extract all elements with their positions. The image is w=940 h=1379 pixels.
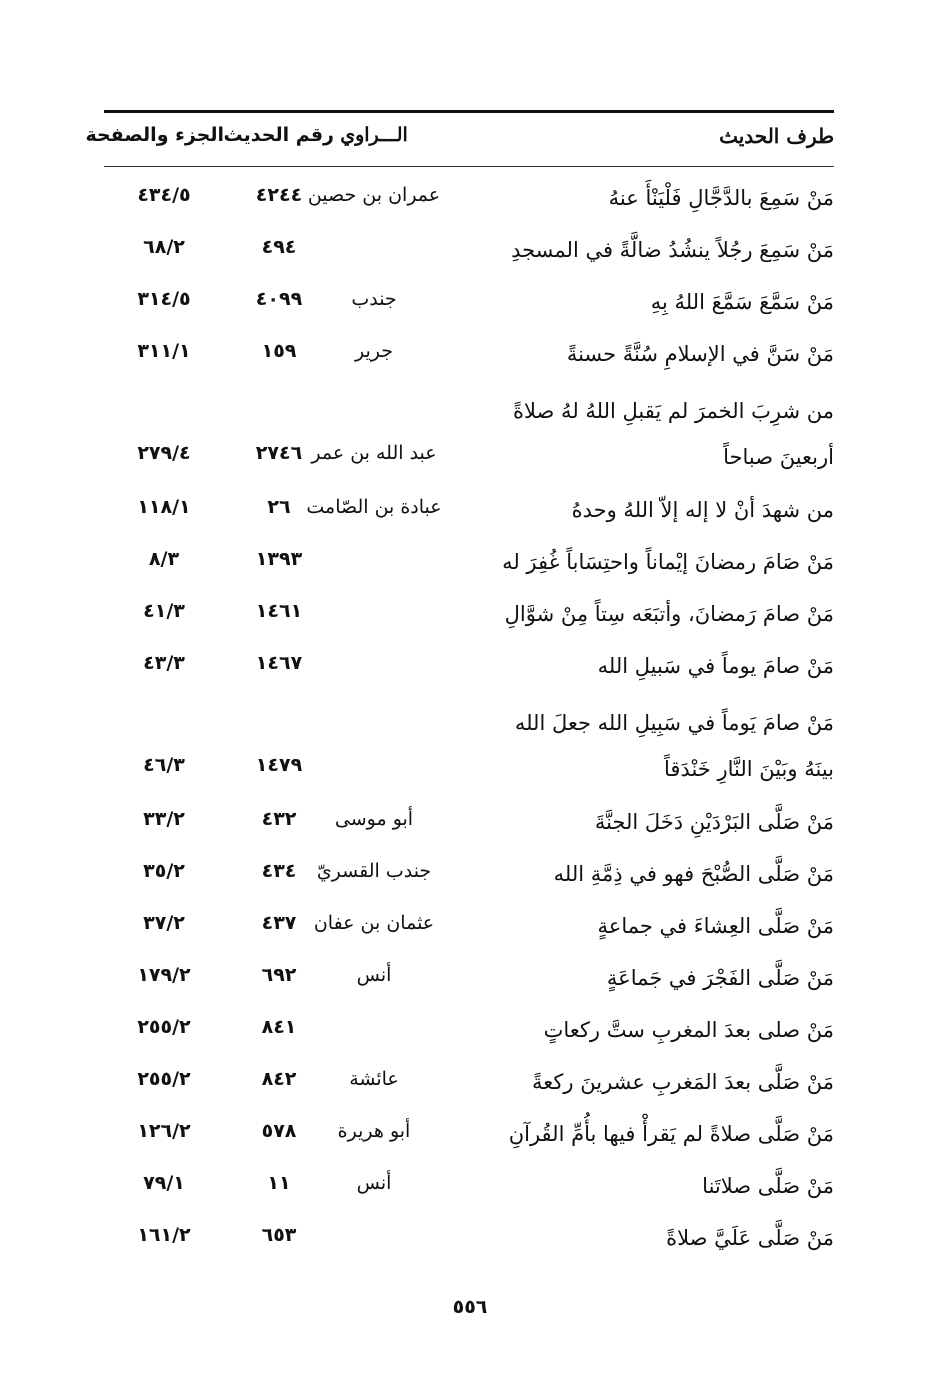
row-hadith-number: ٢٦ — [267, 496, 291, 518]
row-volume-page: ١٦١/٢ — [137, 1224, 191, 1246]
row-hadith-number: ٤٣٧ — [261, 912, 297, 934]
row-hadith-number: ١٣٩٣ — [255, 548, 303, 570]
table-row — [104, 328, 834, 380]
row-narrator: أبو موسى — [334, 808, 414, 830]
row-narrator: أبو هريرة — [337, 1120, 411, 1142]
row-hadith-text: مَنْ صَلَّى الفَجْرَ في جَماعَةٍ — [606, 966, 834, 990]
row-volume-page: ١٢٦/٢ — [137, 1120, 191, 1142]
table-row — [104, 276, 834, 328]
row-volume-page: ٢٥٥/٢ — [137, 1016, 191, 1038]
row-narrator: عائشة — [349, 1068, 399, 1090]
row-volume-page: ٣١١/١ — [137, 340, 191, 362]
table-row — [104, 692, 834, 796]
row-hadith-text: مَنْ صَلَّى بعدَ المَغربِ عشرينَ ركعةً — [532, 1070, 834, 1094]
table-row — [104, 1212, 834, 1264]
row-hadith-number: ٥٧٨ — [261, 1120, 297, 1142]
row-volume-page: ٣١٤/٥ — [137, 288, 191, 310]
row-narrator: عمران بن حصين — [307, 184, 441, 206]
table-row — [104, 588, 834, 640]
row-volume-page: ٣٧/٢ — [143, 912, 185, 934]
row-volume-page: ٣٥/٢ — [143, 860, 185, 882]
row-narrator: جندب — [351, 288, 397, 310]
row-hadith-number: ٦٩٢ — [261, 964, 297, 986]
table-row — [104, 536, 834, 588]
row-hadith-text: مَنْ صَلَّى العِشاءَ في جماعةٍ — [597, 914, 834, 938]
table-row — [104, 952, 834, 1004]
row-narrator: عبد الله بن عمر — [311, 442, 437, 464]
table-row — [104, 796, 834, 848]
row-hadith-text: من شهدَ أنْ لا إله إلاّ اللهُ وحدهُ — [571, 498, 834, 522]
row-narrator: جرير — [355, 340, 393, 362]
table-row — [104, 380, 834, 484]
row-hadith-number: ٨٤٢ — [261, 1068, 297, 1090]
row-hadith-text: مَنْ سَمَّعَ سَمَّعَ اللهُ بِهِ — [650, 290, 834, 314]
row-volume-page: ٤١/٣ — [143, 600, 185, 622]
row-hadith-number: ١٤٦١ — [255, 600, 303, 622]
row-hadith-text: مَنْ سَمِعَ بالدَّجَّالِ فَلْيَنْأَ عنهُ — [608, 186, 834, 210]
table-row — [104, 640, 834, 692]
row-volume-page: ٤٣/٣ — [143, 652, 185, 674]
table-row — [104, 900, 834, 952]
page-number: ٥٥٦ — [452, 1296, 488, 1318]
row-volume-page: ٢٧٩/٤ — [137, 442, 191, 464]
row-hadith-text: مَنْ صَلَّى البَرْدَيْنِ دَخَلَ الجنَّةَ — [594, 810, 834, 834]
row-hadith-text: مَنْ صامَ رَمضانَ، وأتبَعَه سِتاً مِنْ شوَّالِ — [504, 602, 834, 626]
row-narrator: أنس — [356, 1172, 392, 1194]
row-hadith-text: مَنْ صَامَ رمضانَ إيْماناً واحتِسَاباً غُفِرَ له — [502, 550, 834, 574]
row-hadith-number: ٨٤١ — [261, 1016, 297, 1038]
row-volume-page: ٤٣٤/٥ — [137, 184, 191, 206]
row-narrator: عبادة بن الصّامت — [306, 496, 442, 518]
table-row — [104, 1004, 834, 1056]
row-volume-page: ٤٦/٣ — [143, 754, 185, 776]
row-hadith-number: ٤٣٢ — [261, 808, 297, 830]
row-volume-page: ٢٥٥/٢ — [137, 1068, 191, 1090]
row-volume-page: ١١٨/١ — [137, 496, 191, 518]
row-hadith-number: ٤٠٩٩ — [255, 288, 303, 310]
row-narrator: جندب القسريّ — [316, 860, 432, 882]
row-hadith-number: ١٤٧٩ — [255, 754, 303, 776]
row-hadith-number: ٢٧٤٦ — [255, 442, 303, 464]
table-row — [104, 172, 834, 224]
header-page: الجزء والصفحة — [85, 124, 224, 146]
row-volume-page: ٦٨/٢ — [143, 236, 185, 258]
row-hadith-text: مَنْ سَنَّ في الإسلامِ سُنَّةً حسنةً — [566, 342, 834, 366]
row-volume-page: ٣٣/٢ — [143, 808, 185, 830]
row-hadith-number: ٦٥٣ — [261, 1224, 297, 1246]
row-volume-page: ١٧٩/٢ — [137, 964, 191, 986]
row-hadith-number: ١٤٦٧ — [255, 652, 303, 674]
top-rule — [104, 110, 834, 113]
table-header — [85, 124, 834, 160]
hadith-index-table — [104, 172, 834, 1264]
row-hadith-text: مَنْ صامَ يوماً في سَبيلِ الله — [597, 654, 834, 678]
row-hadith-text: مَنْ صلى بعدَ المغربِ ستَّ ركعاتٍ — [543, 1018, 834, 1042]
row-narrator: عثمان بن عفان — [313, 912, 435, 934]
row-hadith-number: ٤٣٤ — [261, 860, 297, 882]
header-narrator: الـــراوي — [340, 124, 408, 146]
row-hadith-text: مَنْ صامَ يَوماً في سَبِيلِ الله جعلَ الله بينَهُ وبَيْنَ النَّارِ خَنْدَقاً — [514, 711, 834, 781]
table-row — [104, 484, 834, 536]
row-hadith-number: ١٥٩ — [261, 340, 297, 362]
table-row — [104, 1160, 834, 1212]
header-number: رقم الحديث — [223, 124, 334, 146]
row-hadith-text: مَنْ صَلَّى الصُّبْحَ فهو في ذِمَّةِ الله — [553, 862, 834, 886]
header-rule — [104, 166, 834, 167]
row-hadith-text: مَنْ صَلَّى صلاةً لم يَقرأْ فيها بأُمِّ القُرآنِ — [508, 1122, 834, 1146]
row-hadith-text: مَنْ صَلَّى صلاتَنا — [702, 1174, 834, 1198]
table-row — [104, 1108, 834, 1160]
row-hadith-number: ٤٢٤٤ — [255, 184, 303, 206]
row-hadith-text: مَنْ صَلَّى عَلَيَّ صلاةً — [666, 1226, 834, 1250]
row-volume-page: ٨/٣ — [148, 548, 180, 570]
table-row — [104, 848, 834, 900]
row-hadith-number: ٤٩٤ — [261, 236, 297, 258]
row-hadith-text: من شرِبَ الخمرَ لم يَقبلِ اللهُ لهُ صلاةً أربعينَ صباحاً — [513, 399, 834, 469]
row-volume-page: ٧٩/١ — [143, 1172, 185, 1194]
row-hadith-number: ١١ — [267, 1172, 291, 1194]
table-row — [104, 1056, 834, 1108]
row-hadith-text: مَنْ سَمِعَ رجُلاً ينشُدُ ضالَّةً في المسجدِ — [511, 238, 834, 262]
header-hadith: طرف الحديث — [719, 124, 834, 148]
table-row — [104, 224, 834, 276]
row-narrator: أنس — [356, 964, 392, 986]
